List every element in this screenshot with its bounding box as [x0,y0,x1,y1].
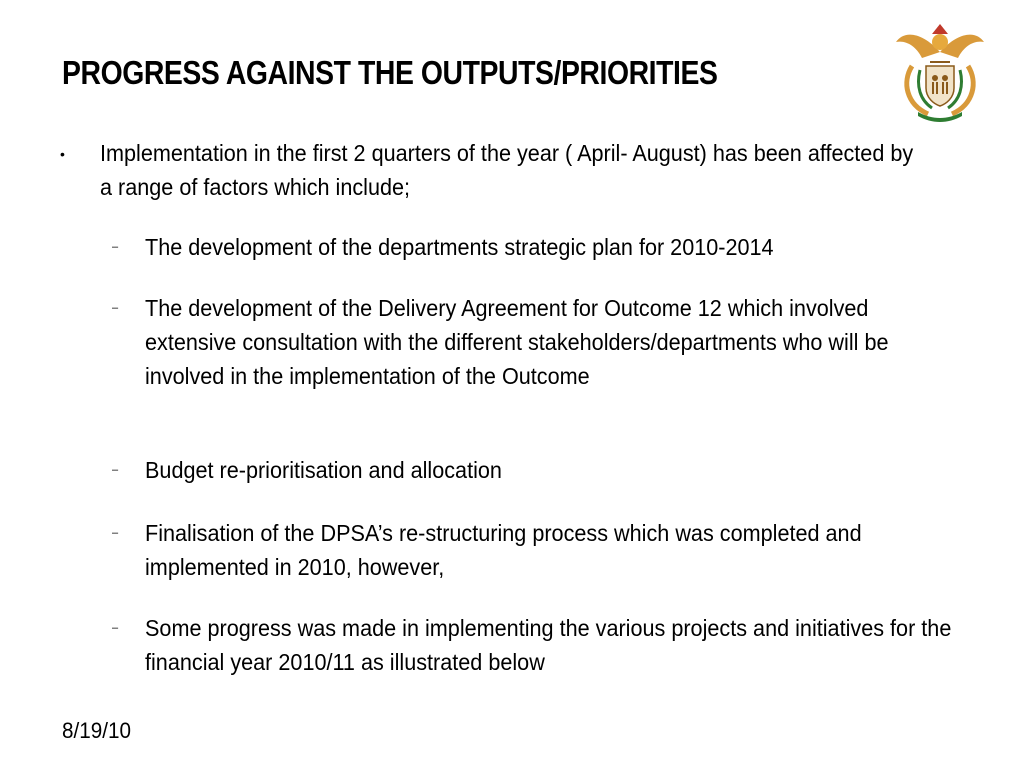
sub-bullet-2: The development of the Delivery Agreement for Outcome 12 which involved extensive consultation with the different stakeholders/departments who will be involved in the implementation of the Outcome [145,295,889,389]
sub-bullet-1: The development of the departments strategic plan for 2010-2014 [145,234,774,260]
sub-bullet-dash: – [112,241,119,253]
sub-bullet-5: Some progress was made in implementing the various projects and initiatives for the financial year 2010/11 as illustrated below [145,615,952,675]
sub-bullet-3: Budget re-prioritisation and allocation [145,457,502,483]
sub-bullet-dash: – [112,464,119,476]
slide-title: PROGRESS AGAINST THE OUTPUTS/PRIORITIES [62,54,718,91]
sub-bullet-dash: – [112,527,119,539]
sub-bullet-dash: – [112,302,119,314]
sub-bullet-dash: – [112,622,119,634]
coat-of-arms-icon [892,22,988,122]
main-bullet-text: Implementation in the first 2 quarters of the year ( April- August) has been affected by a range of factors which include; [100,140,914,200]
sub-bullet-4: Finalisation of the DPSA’s re-structuring process which was completed and implemented in 2010, however, [145,520,862,580]
footer-date: 8/19/10 [62,718,132,743]
bullet-dot: • [60,146,65,162]
